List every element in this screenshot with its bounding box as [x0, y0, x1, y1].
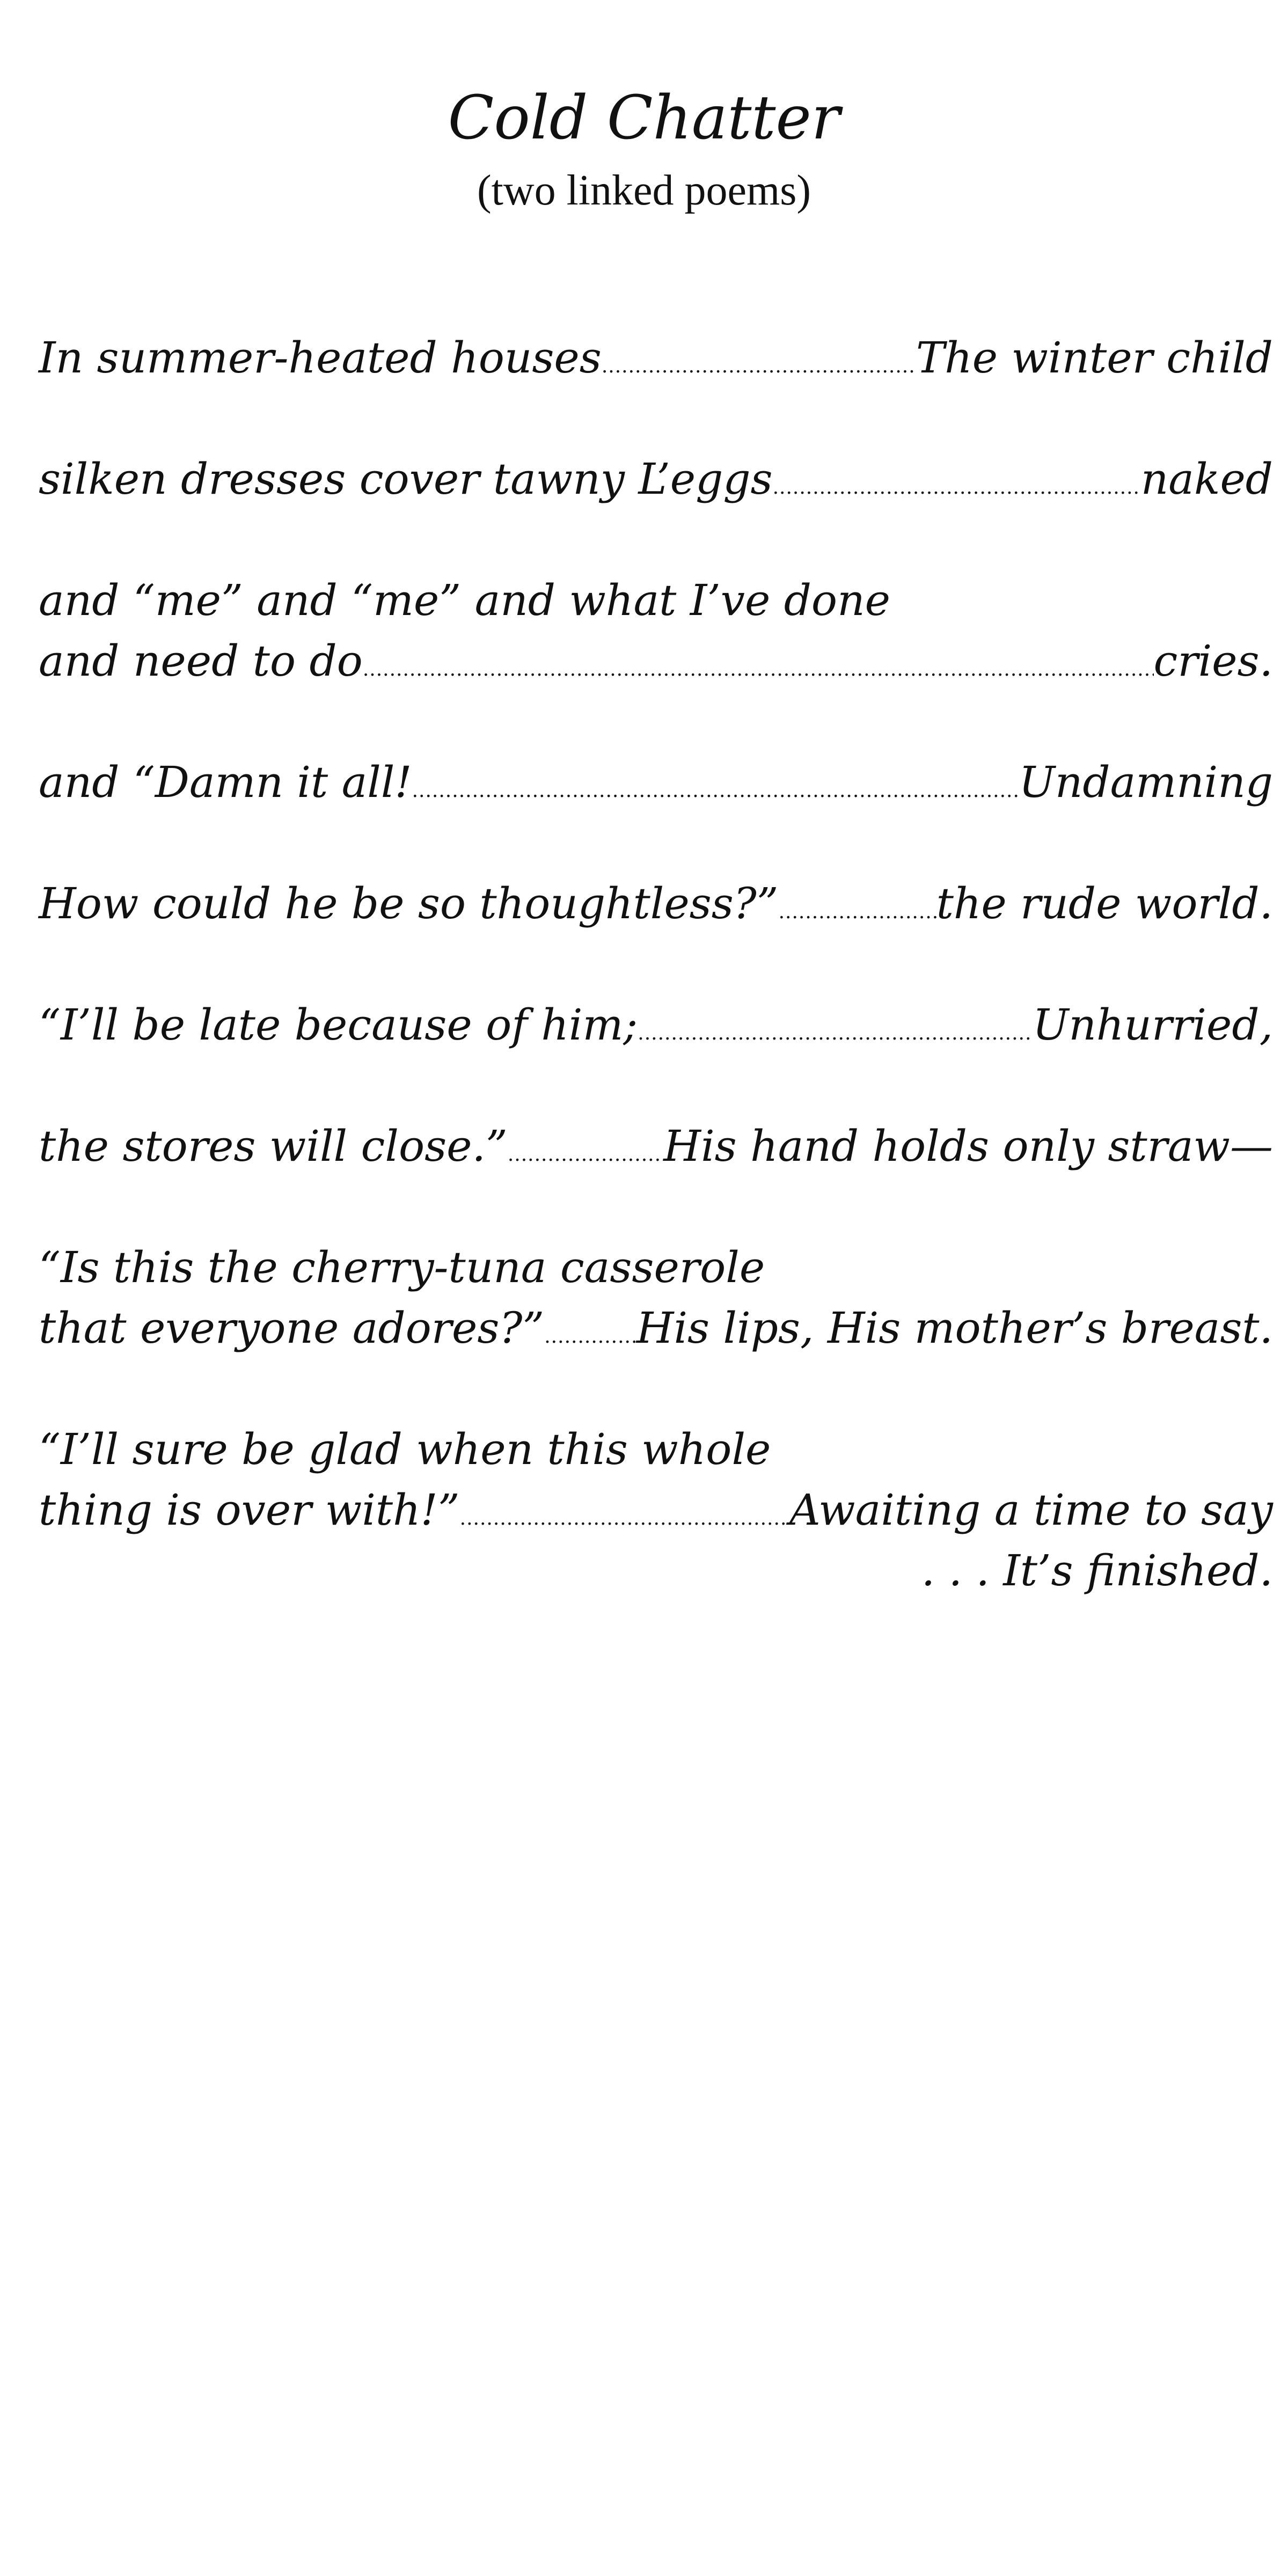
line-left-text: thing is over with!”: [39, 1485, 460, 1535]
stanza: [39, 1419, 1273, 1601]
poem-line: [39, 1116, 1273, 1176]
poem-line: [39, 1419, 1273, 1480]
dot-leader: [508, 1124, 663, 1185]
line-right-text: naked: [1140, 454, 1273, 504]
dot-leader: [773, 457, 1141, 518]
line-left-text: and “Damn it all!: [39, 757, 412, 807]
poem-line: [39, 631, 1273, 691]
line-left-text: “Is this the cherry-tuna casserole: [39, 1242, 765, 1292]
poem-line: [39, 1237, 1273, 1298]
dot-leader: [460, 1488, 789, 1549]
poem-subtitle: (two linked poems): [477, 167, 811, 214]
dot-leader: [779, 882, 936, 942]
line-left-text: “I’ll be late because of him;: [39, 1000, 638, 1050]
line-left-text: that everyone adores?”: [39, 1303, 545, 1353]
line-left-text: In summer-heated houses: [39, 333, 602, 383]
stanza: [39, 570, 1273, 691]
line-right-text: The winter child: [916, 333, 1273, 383]
poem-line: [39, 873, 1273, 934]
line-left-text: How could he be so thoughtless?”: [39, 879, 779, 928]
poem-line: [39, 327, 1273, 388]
final-line-text: . . . It’s finished.: [921, 1546, 1273, 1596]
poem-final-line: [39, 1540, 1273, 1601]
line-right-text: Unhurried,: [1032, 1000, 1273, 1050]
stanza: [39, 449, 1273, 509]
line-right-text: the rude world.: [936, 879, 1273, 928]
line-right-text: Undamning: [1019, 757, 1273, 807]
poem-line: [39, 449, 1273, 509]
line-right-text: Awaiting a time to say: [789, 1485, 1273, 1535]
stanza: [39, 752, 1273, 813]
dot-leader: [544, 1306, 636, 1367]
line-left-text: the stores will close.”: [39, 1121, 508, 1171]
line-right-text: His hand holds only straw—: [663, 1121, 1273, 1171]
stanza: [39, 994, 1273, 1055]
poem-line: [39, 1480, 1273, 1540]
stanza: [39, 873, 1273, 934]
poem-body: [39, 327, 1273, 1662]
line-left-text: silken dresses cover tawny L’eggs: [39, 454, 773, 504]
poem-title: Cold Chatter: [448, 83, 840, 153]
line-right-text: cries.: [1153, 636, 1273, 686]
stanza: [39, 1237, 1273, 1358]
dot-leader: [412, 760, 1019, 821]
poem-line: [39, 1298, 1273, 1358]
poem-line: [39, 994, 1273, 1055]
line-left-text: and need to do: [39, 636, 363, 686]
line-left-text: “I’ll sure be glad when this whole: [39, 1424, 771, 1474]
line-left-text: and “me” and “me” and what I’ve done: [39, 575, 890, 625]
poem-line: [39, 752, 1273, 813]
dot-leader: [638, 1003, 1033, 1064]
dot-leader: [602, 336, 916, 397]
stanza: [39, 327, 1273, 388]
poem-line: [39, 570, 1273, 631]
line-right-text: His lips, His mother’s breast.: [636, 1303, 1273, 1353]
stanza: [39, 1116, 1273, 1176]
dot-leader: [363, 639, 1154, 700]
